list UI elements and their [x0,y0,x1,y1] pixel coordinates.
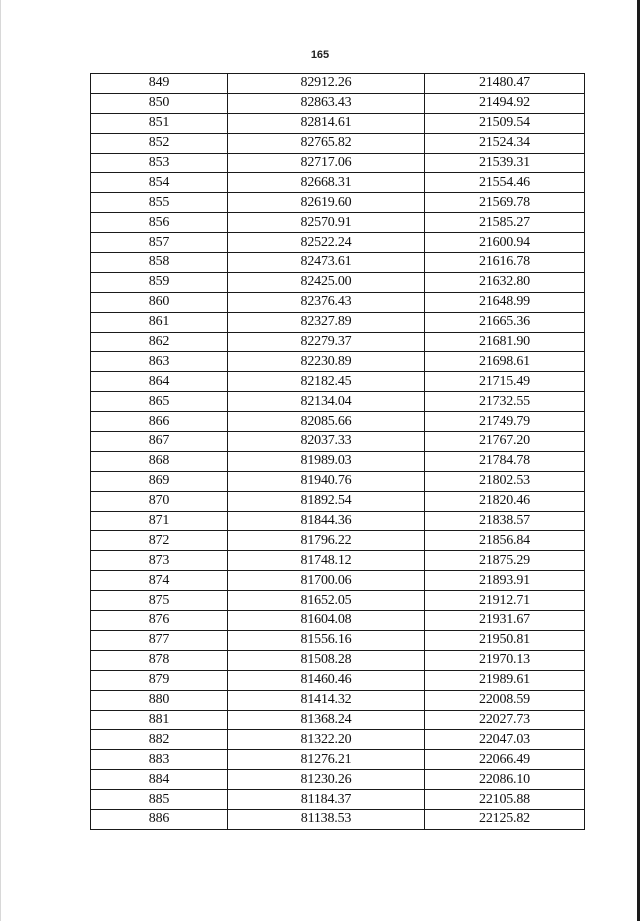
y-coordinate-cell: 21648.99 [425,292,585,312]
x-coordinate-cell: 81844.36 [228,511,425,531]
table-row [91,491,585,511]
x-coordinate-cell: 82425.00 [228,272,425,292]
x-coordinate-cell: 82473.61 [228,253,425,273]
table-row [91,332,585,352]
point-number-cell: 862 [91,332,228,352]
y-coordinate-cell: 21970.13 [425,650,585,670]
point-number-cell: 880 [91,690,228,710]
x-coordinate-cell: 82279.37 [228,332,425,352]
y-coordinate-cell: 21539.31 [425,153,585,173]
y-coordinate-cell: 21554.46 [425,173,585,193]
point-number-cell: 857 [91,233,228,253]
point-number-cell: 875 [91,591,228,611]
x-coordinate-cell: 82863.43 [228,93,425,113]
y-coordinate-cell: 22125.82 [425,809,585,829]
point-number-cell: 854 [91,173,228,193]
table-row [91,571,585,591]
x-coordinate-cell: 81276.21 [228,750,425,770]
table-row [91,809,585,829]
y-coordinate-cell: 21569.78 [425,193,585,213]
page-number: 165 [310,49,330,61]
table-row [91,93,585,113]
table-row [91,272,585,292]
table-row [91,133,585,153]
table-row [91,74,585,94]
y-coordinate-cell: 21600.94 [425,233,585,253]
point-number-cell: 864 [91,372,228,392]
x-coordinate-cell: 82717.06 [228,153,425,173]
y-coordinate-cell: 21856.84 [425,531,585,551]
y-coordinate-cell: 21509.54 [425,113,585,133]
x-coordinate-cell: 81414.32 [228,690,425,710]
table-row [91,670,585,690]
x-coordinate-cell: 81556.16 [228,630,425,650]
x-coordinate-cell: 81460.46 [228,670,425,690]
point-number-cell: 849 [91,74,228,94]
coordinate-table [90,73,585,830]
point-number-cell: 865 [91,392,228,412]
y-coordinate-cell: 21585.27 [425,213,585,233]
point-number-cell: 868 [91,451,228,471]
y-coordinate-cell: 22008.59 [425,690,585,710]
y-coordinate-cell: 21632.80 [425,272,585,292]
coordinate-table-body [91,74,585,830]
point-number-cell: 886 [91,809,228,829]
table-row [91,193,585,213]
table-row [91,451,585,471]
y-coordinate-cell: 21665.36 [425,312,585,332]
point-number-cell: 884 [91,770,228,790]
point-number-cell: 861 [91,312,228,332]
table-row [91,710,585,730]
x-coordinate-cell: 81184.37 [228,790,425,810]
x-coordinate-cell: 82037.33 [228,432,425,452]
table-row [91,770,585,790]
point-number-cell: 852 [91,133,228,153]
table-row [91,292,585,312]
point-number-cell: 853 [91,153,228,173]
table-row [91,790,585,810]
table-row [91,690,585,710]
y-coordinate-cell: 21681.90 [425,332,585,352]
x-coordinate-cell: 81604.08 [228,611,425,631]
y-coordinate-cell: 22105.88 [425,790,585,810]
table-row [91,630,585,650]
table-row [91,173,585,193]
x-coordinate-cell: 81368.24 [228,710,425,730]
y-coordinate-cell: 21912.71 [425,591,585,611]
table-row [91,432,585,452]
y-coordinate-cell: 21749.79 [425,412,585,432]
x-coordinate-cell: 81508.28 [228,650,425,670]
y-coordinate-cell: 21616.78 [425,253,585,273]
x-coordinate-cell: 81748.12 [228,551,425,571]
y-coordinate-cell: 21875.29 [425,551,585,571]
y-coordinate-cell: 21838.57 [425,511,585,531]
point-number-cell: 866 [91,412,228,432]
table-row [91,372,585,392]
point-number-cell: 883 [91,750,228,770]
point-number-cell: 870 [91,491,228,511]
point-number-cell: 872 [91,531,228,551]
y-coordinate-cell: 21893.91 [425,571,585,591]
y-coordinate-cell: 21767.20 [425,432,585,452]
table-row [91,412,585,432]
table-row [91,551,585,571]
point-number-cell: 879 [91,670,228,690]
y-coordinate-cell: 22086.10 [425,770,585,790]
table-row [91,253,585,273]
x-coordinate-cell: 81230.26 [228,770,425,790]
y-coordinate-cell: 21820.46 [425,491,585,511]
point-number-cell: 873 [91,551,228,571]
x-coordinate-cell: 82570.91 [228,213,425,233]
table-row [91,750,585,770]
y-coordinate-cell: 22047.03 [425,730,585,750]
point-number-cell: 851 [91,113,228,133]
x-coordinate-cell: 82912.26 [228,74,425,94]
y-coordinate-cell: 21784.78 [425,451,585,471]
y-coordinate-cell: 21524.34 [425,133,585,153]
y-coordinate-cell: 21989.61 [425,670,585,690]
y-coordinate-cell: 22066.49 [425,750,585,770]
x-coordinate-cell: 81652.05 [228,591,425,611]
point-number-cell: 867 [91,432,228,452]
y-coordinate-cell: 21480.47 [425,74,585,94]
table-row [91,650,585,670]
y-coordinate-cell: 21715.49 [425,372,585,392]
y-coordinate-cell: 22027.73 [425,710,585,730]
point-number-cell: 860 [91,292,228,312]
x-coordinate-cell: 82376.43 [228,292,425,312]
page-edge-left [0,0,1,921]
point-number-cell: 878 [91,650,228,670]
x-coordinate-cell: 81989.03 [228,451,425,471]
y-coordinate-cell: 21931.67 [425,611,585,631]
y-coordinate-cell: 21950.81 [425,630,585,650]
table-row [91,511,585,531]
y-coordinate-cell: 21732.55 [425,392,585,412]
point-number-cell: 859 [91,272,228,292]
table-row [91,113,585,133]
table-row [91,611,585,631]
point-number-cell: 876 [91,611,228,631]
x-coordinate-cell: 82182.45 [228,372,425,392]
table-row [91,233,585,253]
x-coordinate-cell: 82765.82 [228,133,425,153]
table-row [91,471,585,491]
y-coordinate-cell: 21494.92 [425,93,585,113]
point-number-cell: 855 [91,193,228,213]
table-row [91,591,585,611]
point-number-cell: 882 [91,730,228,750]
x-coordinate-cell: 81892.54 [228,491,425,511]
y-coordinate-cell: 21802.53 [425,471,585,491]
x-coordinate-cell: 82327.89 [228,312,425,332]
table-row [91,312,585,332]
table-row [91,153,585,173]
x-coordinate-cell: 82814.61 [228,113,425,133]
point-number-cell: 874 [91,571,228,591]
x-coordinate-cell: 82085.66 [228,412,425,432]
point-number-cell: 871 [91,511,228,531]
point-number-cell: 858 [91,253,228,273]
table-row [91,352,585,372]
table-row [91,392,585,412]
table-row [91,531,585,551]
x-coordinate-cell: 82668.31 [228,173,425,193]
x-coordinate-cell: 81796.22 [228,531,425,551]
table-row [91,730,585,750]
coordinate-table-container [90,73,585,830]
point-number-cell: 881 [91,710,228,730]
point-number-cell: 863 [91,352,228,372]
x-coordinate-cell: 81700.06 [228,571,425,591]
x-coordinate-cell: 81322.20 [228,730,425,750]
x-coordinate-cell: 82134.04 [228,392,425,412]
point-number-cell: 856 [91,213,228,233]
x-coordinate-cell: 81940.76 [228,471,425,491]
point-number-cell: 869 [91,471,228,491]
x-coordinate-cell: 82230.89 [228,352,425,372]
point-number-cell: 877 [91,630,228,650]
table-row [91,213,585,233]
point-number-cell: 885 [91,790,228,810]
y-coordinate-cell: 21698.61 [425,352,585,372]
x-coordinate-cell: 82522.24 [228,233,425,253]
point-number-cell: 850 [91,93,228,113]
x-coordinate-cell: 81138.53 [228,809,425,829]
x-coordinate-cell: 82619.60 [228,193,425,213]
